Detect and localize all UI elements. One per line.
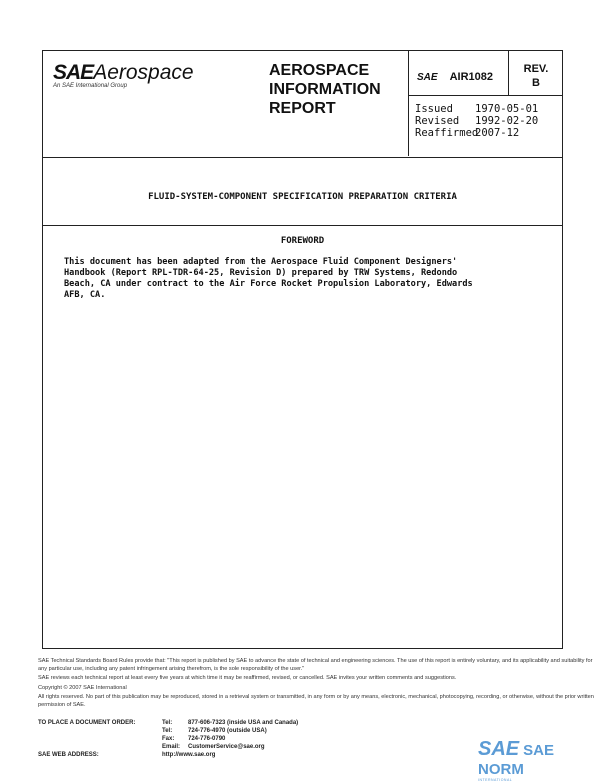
contact-value: 724-776-0790 (188, 736, 226, 742)
foreword-text: This document has been adapted from the Aerospace Fluid Component Designers' Handbook (Report RPL-TDR-64-25, Revision D) prepared by TRW Systems, Redondo Beach, CA under contract to the Air Force Rocket Propulsion Laboratory, Edwards AFB, CA. (64, 257, 473, 300)
doc-type-line: REPORT (269, 100, 336, 117)
date-label: Reaffirmed (415, 127, 479, 139)
web-label: SAE WEB ADDRESS: (38, 752, 99, 758)
brand-logo: SAE (478, 738, 520, 760)
date-value: 1970-05-01 (475, 103, 539, 115)
doc-type-line: AEROSPACE (269, 62, 370, 79)
footer-rights: All rights reserved. No part of this publication may be reproduced, stored in a retrieval system or transmitted, in any form or by any means, electronic, mechanical, photocopying, recording, or otherwise, without the prior written permission of SAE. (38, 694, 594, 708)
sae-aerospace-logo (53, 61, 194, 89)
order-label: TO PLACE A DOCUMENT ORDER: (38, 720, 136, 726)
brand-name: SAE NORM (478, 742, 554, 778)
footer-review: SAE reviews each technical report at least every five years at which time it may be reaffirmed, revised, or cancelled. SAE invites your written comments and suggestions. (38, 675, 457, 681)
document-frame (42, 50, 563, 649)
rev-label: REV. (523, 63, 549, 75)
date-label: Revised (415, 115, 460, 127)
legal-footer (38, 658, 598, 711)
date-value: 1992-02-20 (475, 115, 539, 127)
logo-group: An SAE International Group (53, 83, 128, 89)
contact-label: Fax: (162, 736, 175, 742)
sae-norm-logo (478, 738, 600, 782)
dates (415, 103, 538, 139)
contact-value: 724-776-4970 (outside USA) (188, 728, 267, 734)
email-link[interactable]: CustomerService@sae.org (188, 744, 265, 750)
header (43, 51, 562, 158)
doc-number: AIR1082 (449, 71, 493, 83)
foreword-heading: FOREWORD (280, 236, 325, 246)
date-row (415, 103, 538, 115)
footer-copyright: Copyright © 2007 SAE International (38, 684, 127, 691)
document-type (269, 61, 381, 118)
date-label: Issued (415, 103, 453, 115)
footer-rules: SAE Technical Standards Board Rules provide that: "This report is published by SAE to advance the state of technical and engineering sciences. The use of this report is entirely voluntary, and its applicability and suitability for any particular use, including any patent infringement arising therefrom, is the sole responsibility of the user." (38, 658, 593, 672)
small-sae-logo: SAE (417, 72, 438, 83)
document-title: FLUID-SYSTEM-COMPONENT SPECIFICATION PREPARATION CRITERIA (43, 158, 562, 226)
doc-info (408, 51, 562, 156)
brand-sub: INTERNATIONAL (478, 778, 513, 782)
doc-type-line: INFORMATION (269, 81, 381, 98)
contact-label: Tel: (162, 728, 173, 734)
date-value: 2007-12 (475, 127, 520, 139)
revision-box (509, 51, 563, 96)
doc-number-box (409, 51, 509, 96)
date-row (415, 115, 538, 127)
contact-value: 877-606-7323 (inside USA and Canada) (188, 720, 299, 726)
rev-value: B (532, 77, 540, 89)
web-link[interactable]: http://www.sae.org (162, 752, 216, 758)
logo-sae: SAE (53, 61, 94, 84)
date-row (415, 127, 538, 139)
logo-aerospace: Aerospace (93, 61, 194, 84)
contact-label: Email: (162, 744, 181, 750)
contact-label: Tel: (162, 720, 173, 726)
